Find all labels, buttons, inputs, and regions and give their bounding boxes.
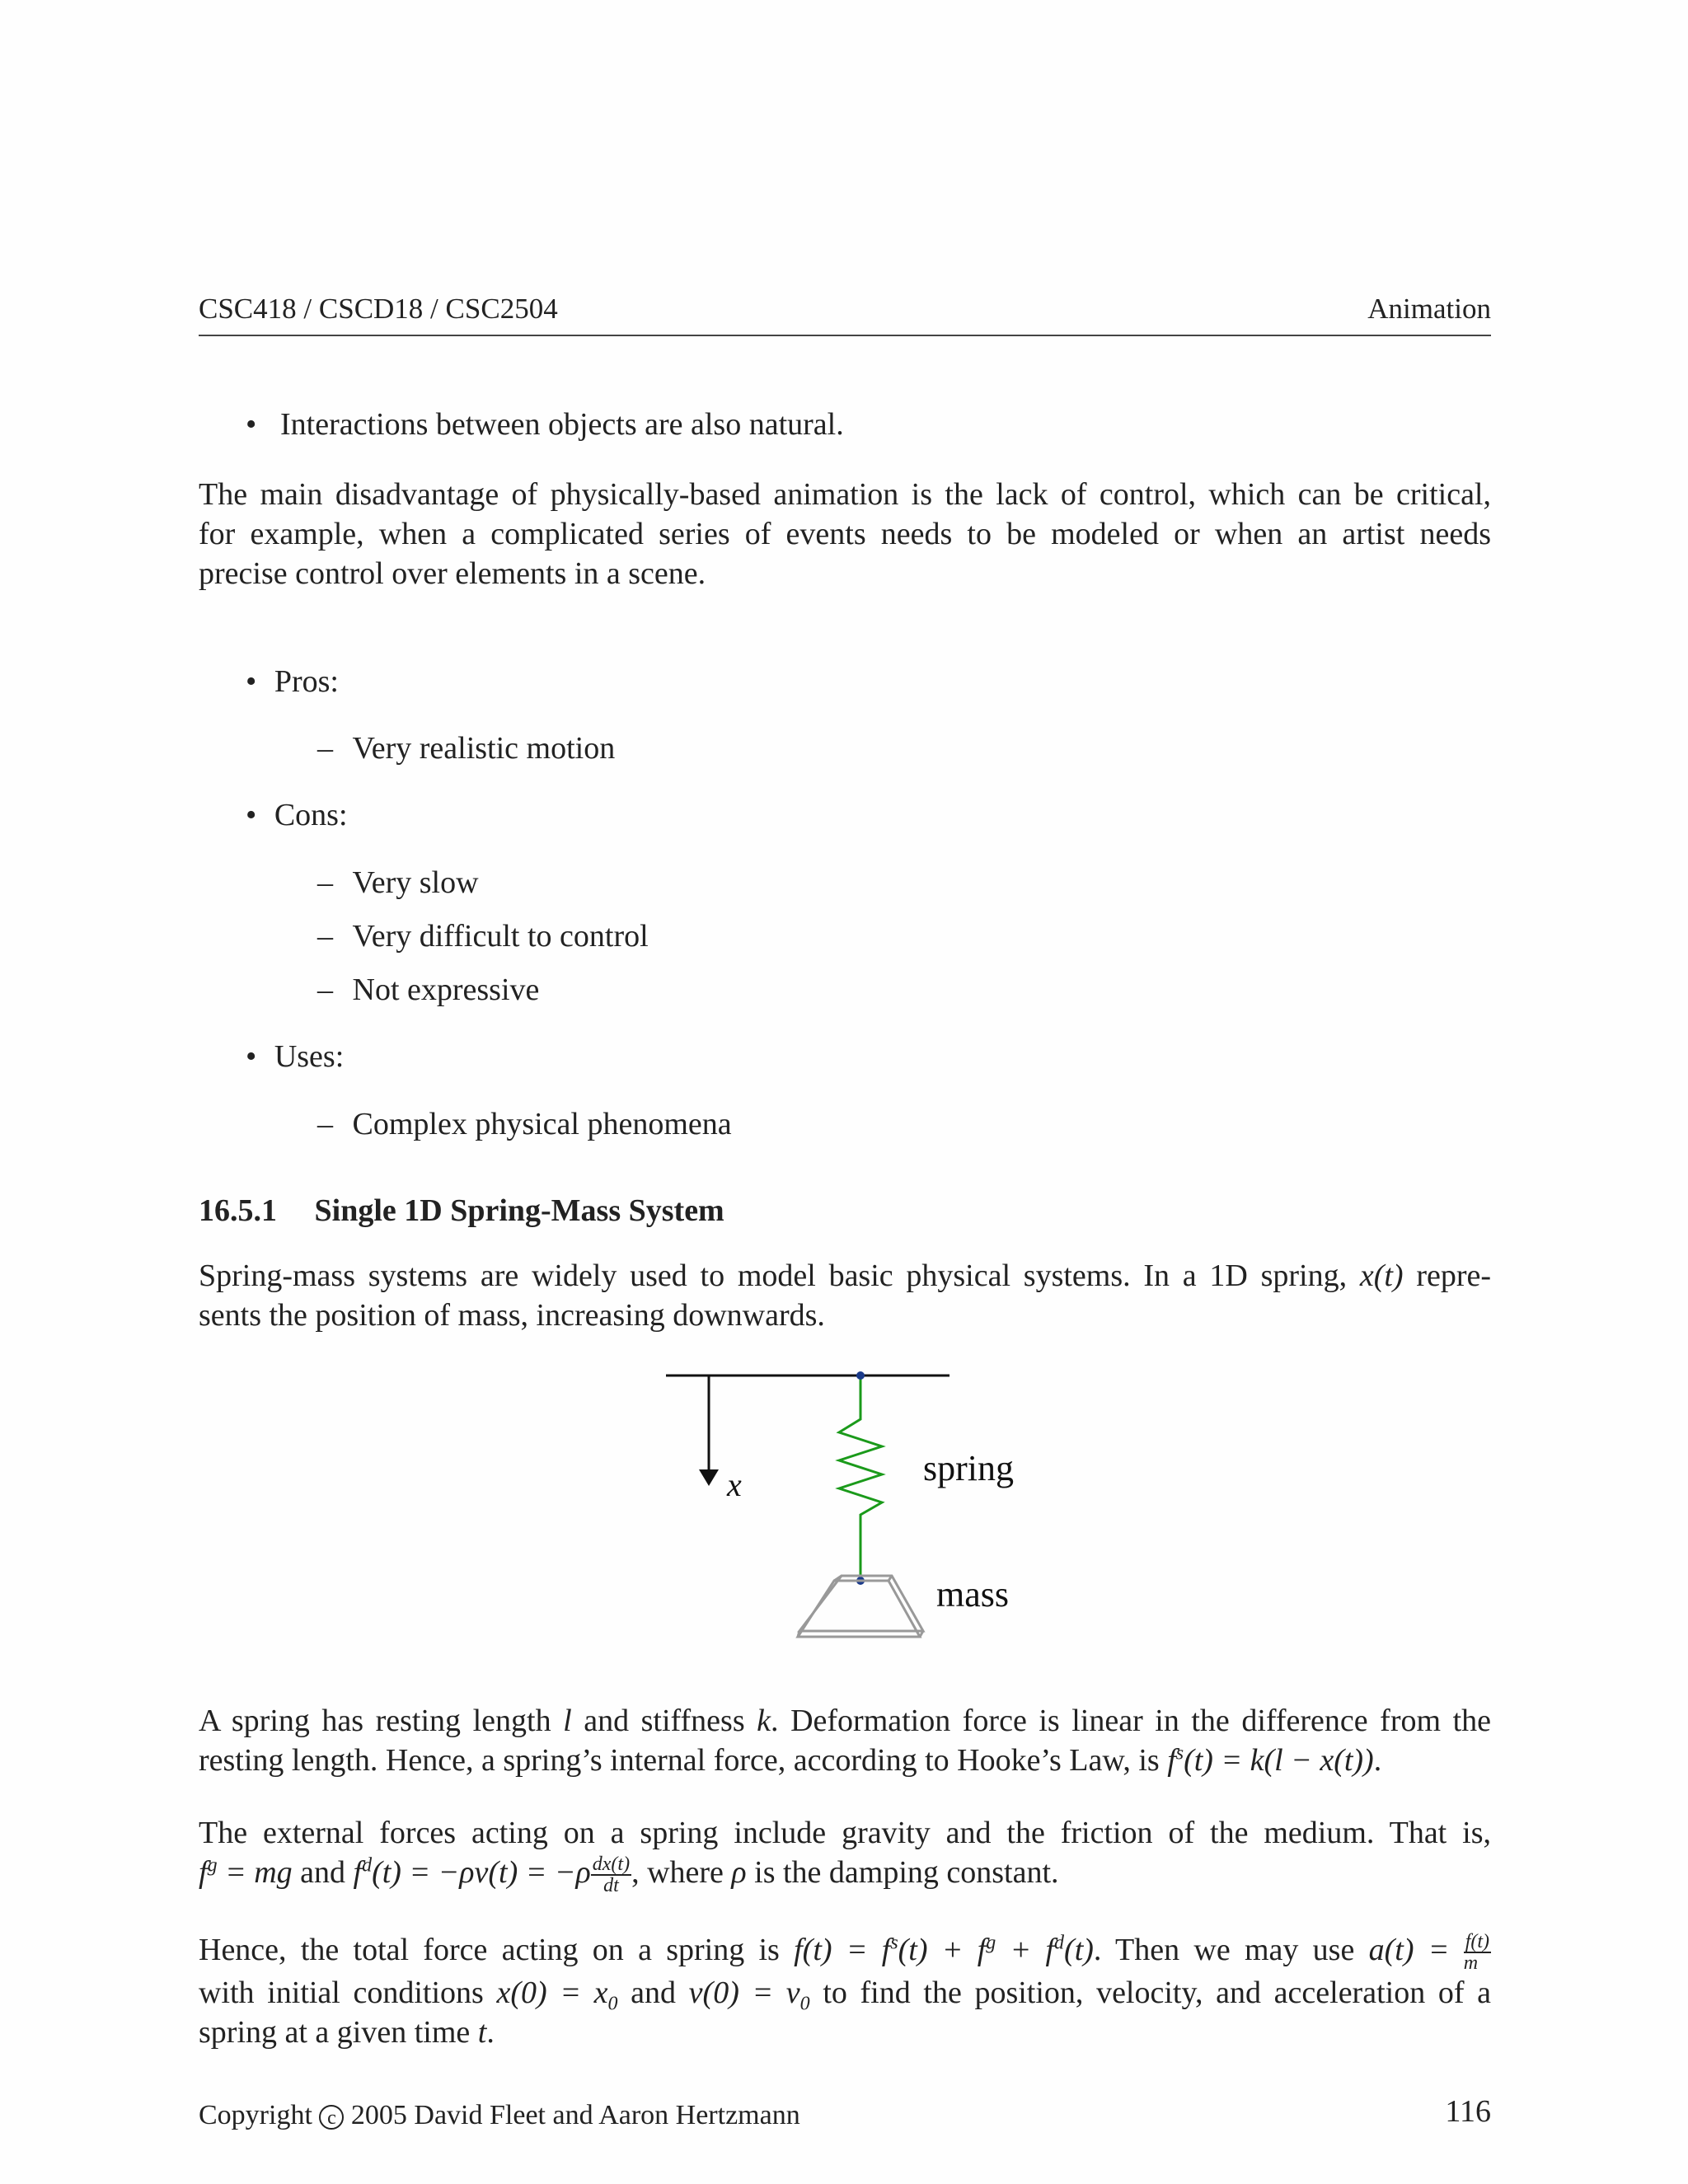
paragraph-disadvantage: The main disadvantage of physically-based animation is the lack of control, which can be critical, for example, when a complicated series of events needs to be modeled or when an artist needs precise control over elements in a scene. (199, 477, 1491, 591)
list-item-pros: • Pros: (246, 664, 339, 699)
running-header-left: CSC418 / CSCD18 / CSC2504 (199, 293, 558, 325)
dash-icon: – (317, 1107, 333, 1141)
dash-icon: – (317, 919, 333, 954)
section-heading (199, 1193, 724, 1229)
sub-list-item: – Very difficult to control (317, 919, 649, 954)
section-number: 16.5.1 (199, 1193, 277, 1228)
section-title: Single 1D Spring-Mass System (314, 1193, 724, 1228)
paragraph-total-force: Hence, the total force acting on a spring is $f(t) = f^s(t) + f^g + f^d(t)$. Then we may use a(t) = $\frac{f(t)}{m}$ with initial conditions $x(0) = x_0$ and $v(0) = v_0$ to find the position, velocity, and acceleration of a spring at a given time t. (199, 1931, 1492, 2050)
spring-mass-diagram (651, 1352, 1047, 1665)
fraction-dxdt: $\frac{dx(t)}{dt}$ (592, 1854, 631, 1897)
arrow-head-icon (699, 1469, 719, 1486)
copyright-icon: c (319, 2105, 344, 2130)
fraction-f-over-m: $\frac{f(t)}{m}$ (1463, 1931, 1490, 1975)
sub-list-item: – Complex physical phenomena (317, 1107, 732, 1141)
x-label: x (727, 1466, 742, 1503)
bullet-icon: • (246, 798, 257, 832)
top-node (856, 1371, 865, 1380)
spring-label: spring (923, 1448, 1014, 1488)
paragraph-hooke: A spring has resting length l and stiffness k. Deformation force is linear in the difference from the resting length. Hence, a spring’s internal force, according to Hooke’s Law, is $f^s(t) = k(l - x(t))$. (199, 1704, 1492, 1778)
paragraph-spring-intro: Spring-mass systems are widely used to model basic physical systems. In a 1D spring, x(t) repre- sents the position of mass, increasing downwards. (199, 1258, 1492, 1333)
list-item-uses: • Uses: (246, 1039, 345, 1074)
copyright-footer: Copyright c 2005 David Fleet and Aaron Hertzmann (199, 2100, 800, 2130)
spring-coil (839, 1376, 882, 1581)
mass-block (798, 1576, 923, 1637)
bullet-icon: • (246, 664, 257, 699)
paragraph-external-forces: The external forces acting on a spring include gravity and the friction of the medium. That is, $f^g$ = mg and $f^d(t) = -\rho v(t) = -\rho$ $\frac{dx(t)}{dt}$ , where ρ is the damping constant. (199, 1816, 1491, 1897)
running-header-right: Animation (1367, 293, 1491, 325)
page-number: 116 (1445, 2094, 1491, 2129)
bullet-icon: • (246, 407, 257, 442)
dash-icon: – (317, 972, 333, 1007)
sub-list-item: – Very slow (317, 865, 479, 900)
sub-list-item: – Very realistic motion (317, 731, 616, 766)
mass-label: mass (936, 1574, 1009, 1615)
list-item-cons: • Cons: (246, 798, 348, 832)
sub-list-item: – Not expressive (317, 972, 540, 1007)
header-rule (199, 335, 1491, 336)
bullet-icon: • (246, 1039, 257, 1074)
dash-icon: – (317, 731, 333, 766)
dash-icon: – (317, 865, 333, 900)
